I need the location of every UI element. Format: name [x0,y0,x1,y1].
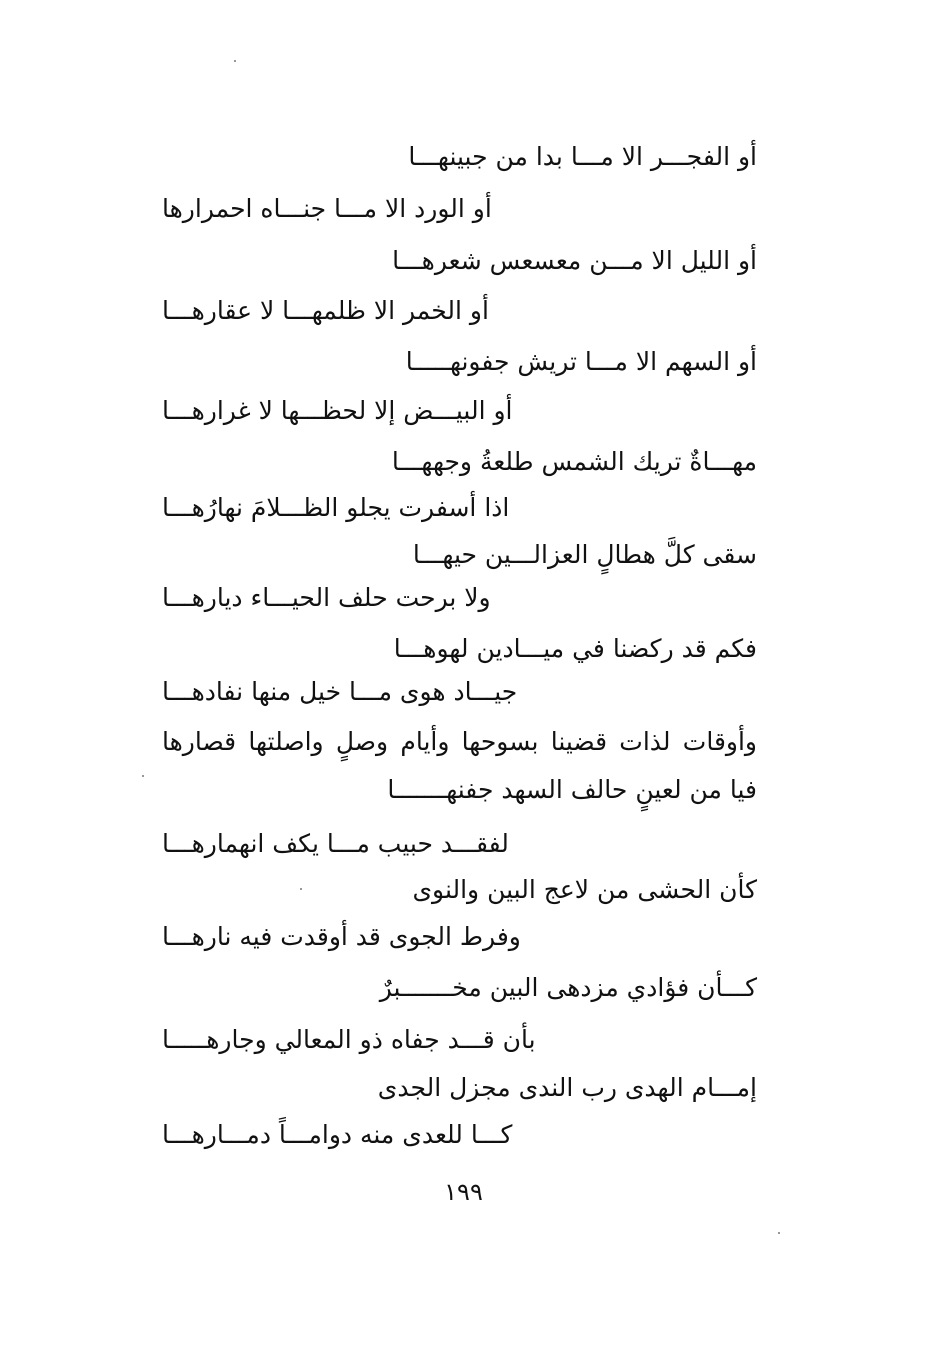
verse-line-11: فكم قد ركضنا في ميـــادين لهوهـــا [393,634,757,663]
verse-line-13: وأوقات لذات قضينا بسوحها وأيام وصلٍ واصلتها قصارها [162,727,757,756]
verse-line-19: بأن قـــد جفاه ذو المعالي وجارهـــــا [162,1025,536,1054]
scan-speck [778,1232,780,1234]
scan-speck [142,775,144,777]
verse-line-3: أو الليل الا مـــن معسعس شعرهـــا [392,246,757,275]
verse-line-17: وفرط الجوى قد أوقدت فيه نارهـــا [162,922,521,951]
verse-line-15: لفقـــد حبيب مـــا يكف انهمارهـــا [162,829,509,858]
page-number: ١٩٩ [444,1178,483,1206]
verse-line-18: كـــأن فؤادي مزدهى البين مخـــــــبرٌ [379,973,757,1002]
verse-line-6: أو البيـــض إلا لحظـــها لا غرارهـــا [162,396,513,425]
verse-line-14: فيا من لعينٍ حالف السهد جفنهـــــــا [387,775,757,804]
verse-line-9: سقى كلَّ هطالٍ العزالـــين حيهـــا [412,540,757,569]
verse-line-4: أو الخمر الا ظلمهـــا لا عقارهـــا [162,296,489,325]
verse-line-2: أو الورد الا مـــا جنـــاه احمرارها [162,194,492,223]
verse-line-12: جيـــاد هوى مـــا خيل منها نفادهـــا [162,677,518,706]
verse-line-8: اذا أسفرت يجلو الظـــلامَ نهارُهـــا [162,493,510,522]
verse-line-20: إمـــام الهدى رب الندى مجزل الجدى [377,1073,757,1102]
scan-speck [300,888,302,890]
verse-line-21: كـــا للعدى منه دوامـــاً دمـــارهـــا [162,1120,513,1149]
verse-line-1: أو الفجـــر الا مـــا بدا من جبينهـــا [408,142,757,171]
verse-line-10: ولا برحت حلف الحيـــاء ديارهـــا [162,583,491,612]
scan-speck [234,60,236,62]
verse-line-16: كأن الحشى من لاعج البين والنوى [412,875,757,904]
verse-line-7: مهـــاةٌ تريك الشمس طلعةُ وجههـــا [391,447,757,476]
verse-line-5: أو السهم الا مـــا تريش جفونهـــــا [405,347,757,376]
